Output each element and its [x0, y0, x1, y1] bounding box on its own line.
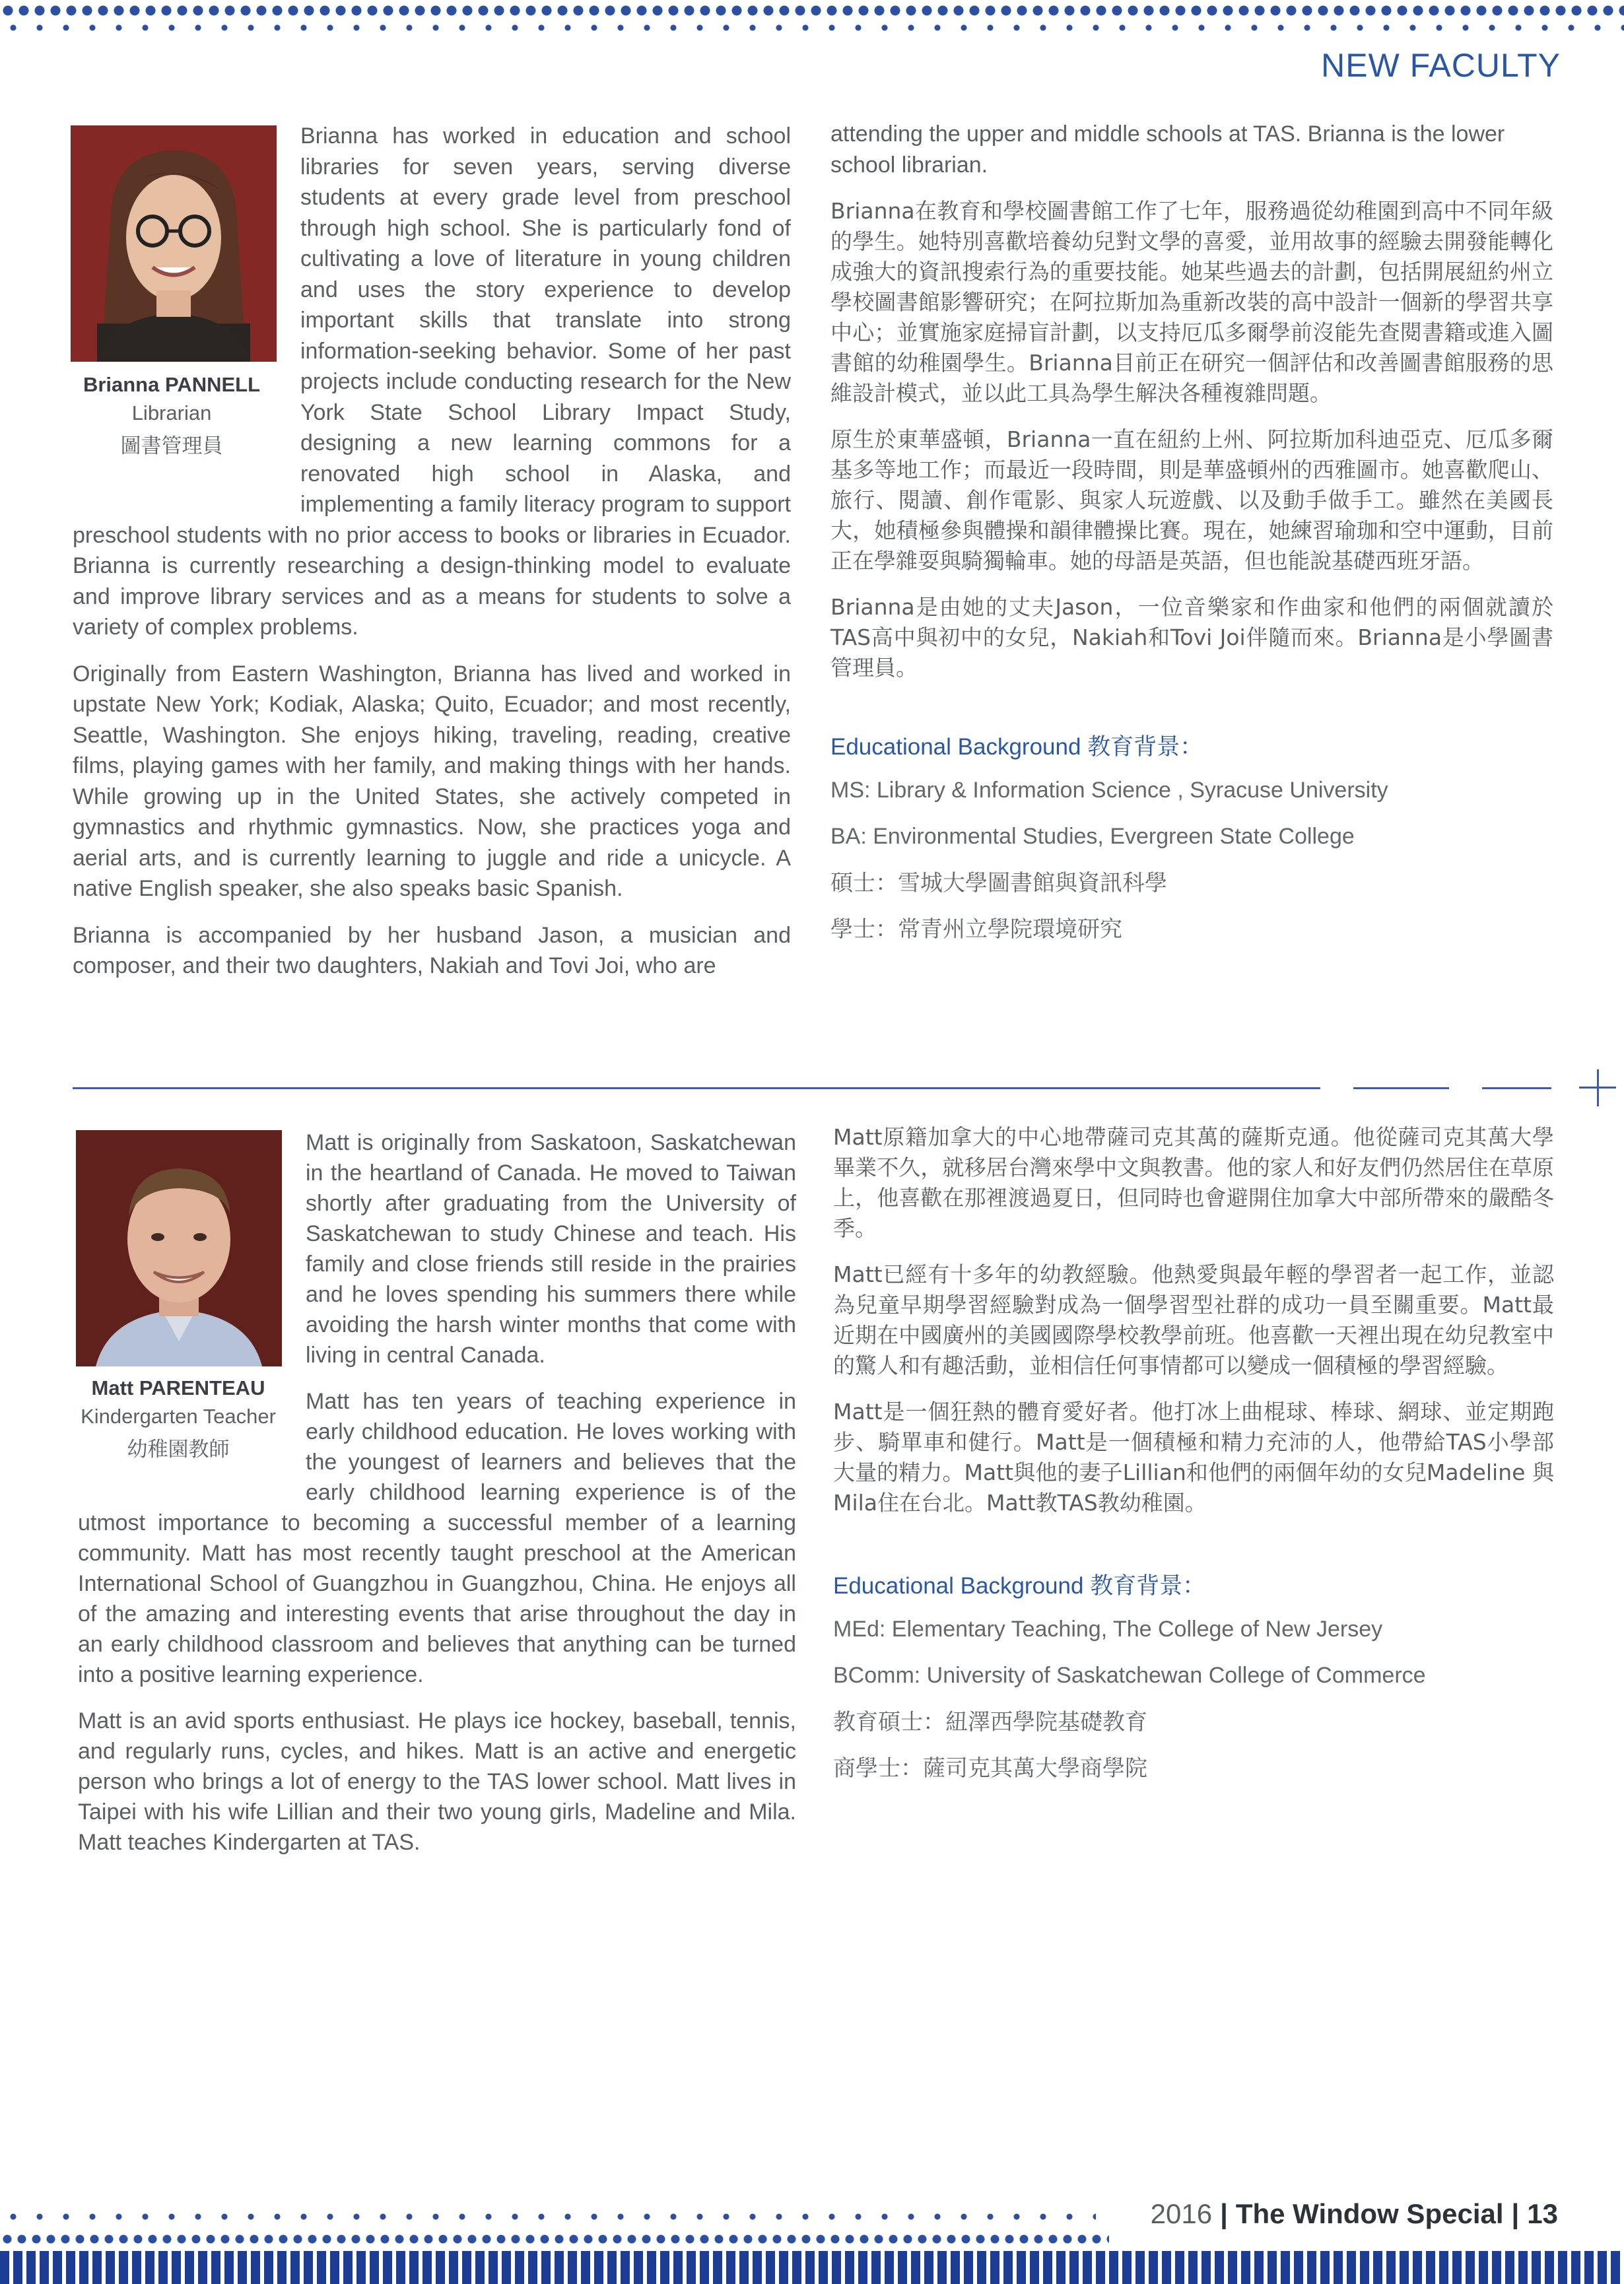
matt-role: Kindergarten Teacher [81, 1405, 276, 1428]
section-title: NEW FACULTY [1321, 47, 1561, 84]
page-footer [1151, 2198, 1558, 2230]
section-divider-dash-2 [1482, 1087, 1551, 1089]
matt-education-heading: Educational Background 教育背景： [833, 1573, 1206, 1599]
matt-bio-zh-p2: Matt已經有十多年的幼教經驗。他熱愛與最年輕的學習者一起工作，並認為兒童早期學習經驗對成為一個學習型社群的成功一員至關重要。Matt最近期在中國廣州的美國國際學校教學前班。他喜歡一天裡出現在幼兒教室中的驚人和有趣活動，並相信任何事情都可以變成一個積極的學習經驗。 [833, 1261, 1554, 1378]
brianna-bio-right [830, 119, 1553, 961]
matt-bio-en-p1: Matt is originally from Saskatoon, Saskatchewan in the heartland of Canada. He moved to Taiwan shortly after graduating from the University of Saskatchewan to study Chinese and teach. His family and close friends still reside in the prairies and he loves spending his summers there while avoiding the harsh winter months that come with living in central Canada. [306, 1130, 796, 1368]
brianna-role-zh: 圖書管理員 [120, 434, 223, 457]
footer-year: 2016 [1150, 2198, 1213, 2229]
bottom-dot-border [0, 2231, 1109, 2247]
brianna-bio-zh-p2: 原生於東華盛頓，Brianna一直在紐約上州、阿拉斯加科迪亞克、厄瓜多爾基多等地工作；而最近一段時間，則是華盛頓州的西雅圖市。她喜歡爬山、旅行、閱讀、創作電影、與家人玩遊戲、以及動手做手工。雖然在美國長大，她積極參與體操和韻律體操比賽。現在，她練習瑜珈和空中運動，目前正在學雜耍與騎獨輪車。她的母語是英語，但也能說基礎西班牙語。 [830, 426, 1553, 574]
section-divider-dash-1 [1353, 1087, 1449, 1089]
footer-publication: The Window Special [1235, 2198, 1504, 2229]
brianna-role: Librarian [131, 401, 212, 424]
brianna-bio-zh-p1: Brianna在教育和學校圖書館工作了七年，服務過從幼稚園到高中不同年級的學生。她特別喜歡培養幼兒對文學的喜愛，並用故事的經驗去開發能轉化成強大的資訊搜索行為的重要技能。她某些過去的計劃，包括開展紐約州立學校圖書館影響研究；在阿拉斯加為重新改裝的高中設計一個新的學習共享中心；並實施家庭掃盲計劃，以支持厄瓜多爾學前沒能先查閱書籍或進入圖書館的幼稚園學生。Brianna目前正在研究一個評估和改善圖書館服務的思維設計模式，並以此工具為學生解決各種複雜問題。 [830, 198, 1553, 406]
matt-bio-right [833, 1122, 1554, 1800]
footer-page-number: 13 [1527, 2198, 1558, 2229]
footer-separator: | [1511, 2198, 1520, 2229]
brianna-education-ms-zh: 碩士：雪城大學圖書館與資訊科學 [830, 870, 1167, 896]
brianna-name: Brianna PANNELL [83, 373, 261, 396]
top-dot-border [0, 1, 1624, 20]
brianna-bio-en-p3: Brianna is accompanied by her husband Jason, a musician and composer, and their two daughters, Nakiah and Tovi Joi, who are [73, 922, 791, 978]
matt-bio-zh-p1: Matt原籍加拿大的中心地帶薩司克其萬的薩斯克通。他從薩司克其萬大學畢業不久，就移居台灣來學中文與教書。他的家人和好友們仍然居住在草原上，他喜歡在那裡渡過夏日，但同時也會避開住加拿大中部所帶來的嚴酷冬季。 [833, 1124, 1554, 1241]
brianna-bio-zh-p3: Brianna是由她的丈夫Jason，一位音樂家和作曲家和他們的兩個就讀於TAS高中與初中的女兒，Nakiah和Tovi Joi伴隨而來。Brianna是小學圖書管理員。 [830, 594, 1553, 681]
brianna-bio-en [73, 121, 791, 997]
section-divider [73, 1087, 1320, 1089]
matt-education-med: MEd: Elementary Teaching, The College of New Jersey [833, 1616, 1383, 1642]
matt-bio-zh-p3: Matt是一個狂熱的體育愛好者。他打冰上曲棍球、棒球、網球、並定期跑步、騎單車和健行。Matt是一個積極和精力充沛的人，他帶給TAS小學部大量的精力。Matt與他的妻子Lillian和他們的兩個年幼的女兒Madeline 與 Mila住在台北。Matt教TAS教幼稚園。 [833, 1399, 1554, 1516]
matt-bio-en [78, 1127, 796, 1873]
brianna-bio-en-p2: Originally from Eastern Washington, Brianna has lived and worked in upstate New York; Kodiak, Alaska; Quito, Ecuador; and most recently, Seattle, Washington. She enjoys hiking, traveling, reading, creative films, playing games with her family, and making things with her hands. While growing up in the United States, she actively competed in gymnastics and rhythmic gymnastics. Now, she practices yoga and aerial arts, and is currently learning to juggle and ride a unicycle. A native English speaker, she also speaks basic Spanish. [73, 661, 791, 901]
matt-education-bcomm: BComm: University of Saskatchewan College of Commerce [833, 1663, 1426, 1688]
footer-separator: | [1220, 2198, 1228, 2229]
top-dot-border-small [0, 22, 1624, 33]
bottom-dot-border-small [0, 2211, 1096, 2222]
brianna-education-ba: BA: Environmental Studies, Evergreen State College [830, 824, 1355, 849]
matt-role-zh: 幼稚園教師 [127, 1438, 230, 1461]
matt-education-bcomm-zh: 商學士：薩司克其萬大學商學院 [833, 1756, 1147, 1781]
brianna-education-ms: MS: Library & Information Science , Syracuse University [830, 777, 1388, 803]
brianna-bio-en-p1: Brianna has worked in education and school libraries for seven years, serving diverse students at every grade level from preschool through high school. She is particularly fond of cultivating a love of literature in young children and uses the story experience to develop important skills that translate into strong information-seeking behavior. Some of her past projects include conducting research for the New York State School Library Impact Study, designing a new learning commons for a renovated high school in Alaska, and implementing a family literacy program to support preschool students with no prior access to books or libraries in Ecuador. Brianna is currently researching a design-thinking model to evaluate and improve library services and as a means for students to solve a variety of complex problems. [73, 123, 791, 640]
matt-name: Matt PARENTEAU [91, 1376, 265, 1399]
matt-bio-en-p3: Matt is an avid sports enthusiast. He plays ice hockey, baseball, tennis, and regularly runs, cycles, and hikes. Matt is an active and energetic person who brings a lot of energy to the TAS lower school. Matt lives in Taipei with his wife Lillian and their two young girls, Madeline and Mila. Matt teaches Kindergarten at TAS. [78, 1708, 796, 1855]
brianna-education-heading: Educational Background 教育背景： [830, 734, 1203, 760]
bottom-stripe-border [0, 2251, 1624, 2284]
brianna-education-ba-zh: 學士：常青州立學院環境研究 [830, 917, 1122, 942]
matt-bio-en-p2: Matt has ten years of teaching experience in early childhood education. He loves working with the youngest of learners and believes that the early childhood learning experience is of the utmost importance to becoming a successful member of a learning community. Matt has most recently taught preschool at the American International School of Guangzhou in Guangzhou, China. He enjoys all of the amazing and interesting events that arise throughout the day in an early childhood classroom and believes that anything can be turned into a positive learning experience. [78, 1389, 796, 1687]
brianna-bio-en-cont: attending the upper and middle schools at TAS. Brianna is the lower school librarian. [830, 121, 1505, 178]
matt-education-med-zh: 教育碩士：紐澤西學院基礎教育 [833, 1709, 1147, 1735]
crop-mark-h [1579, 1087, 1616, 1089]
